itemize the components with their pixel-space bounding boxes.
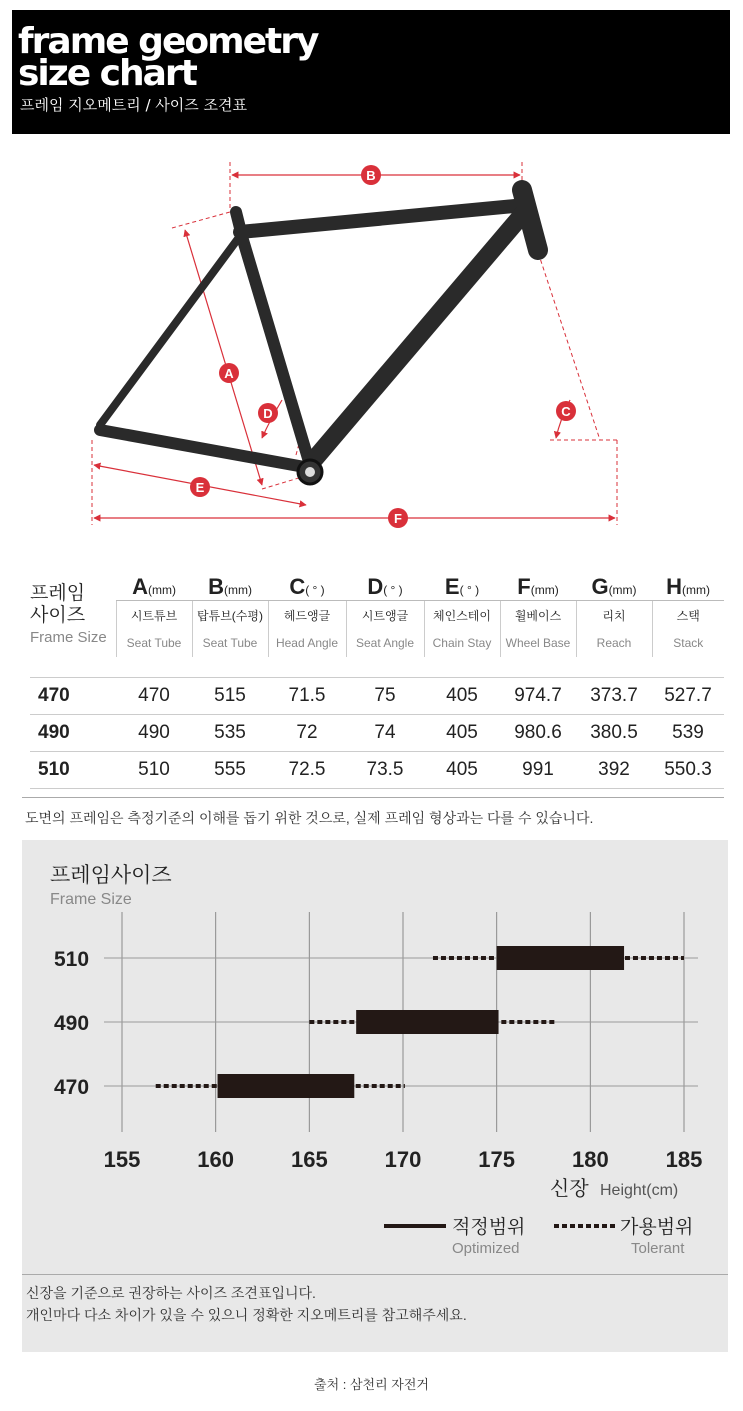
legend-tolerant-en: Tolerant [631,1240,685,1257]
svg-text:C: C [561,404,571,419]
svg-text:E: E [195,480,205,495]
chart-xlabel-en: Height(cm) [600,1182,679,1199]
dim-label-A [219,363,239,383]
title-line1: frame geometry [18,21,318,62]
col-ko-e: 체인스테이 [424,601,500,630]
panel-divider [22,1274,728,1275]
x-tick-label: 170 [384,1147,422,1172]
col-en-c: Head Angle [268,629,346,657]
x-tick-label: 185 [665,1147,703,1172]
col-ko-g: 리치 [576,601,652,630]
header-banner [12,10,730,134]
title-line2: size chart [18,53,196,94]
y-tick-label: 490 [54,1012,90,1035]
chart-ylabel: 프레임사이즈 [50,864,172,887]
frame-size-header: 프레임 사이즈 Frame Size [30,582,107,646]
optimized-range-490 [356,1010,498,1034]
col-letter-b: B(mm) [208,574,252,599]
svg-text:A: A [224,366,234,381]
dim-label-B [361,165,381,185]
svg-text:D: D [263,406,273,421]
col-letter-h: H(mm) [666,574,710,599]
col-ko-h: 스택 [652,601,724,630]
optimized-range-510 [497,946,624,970]
frame-note: 도면의 프레임은 측정기준의 이해를 돕기 위한 것으로, 실제 프레임 형상과는 다를 수 있습니다. [25,810,594,826]
col-ko-c: 헤드앵글 [268,601,346,630]
geometry-table [30,574,724,789]
table-row: 470 470 515 71.5 75 405 974.7 373.7 527.7 [30,678,724,715]
height-note: 신장을 기준으로 권장하는 사이즈 조견표입니다. 개인마다 다소 차이가 있을 수 있으니 정확한 지오메트리를 참고해주세요. [26,1285,467,1323]
dim-label-E [190,477,210,497]
col-letter-f: F(mm) [517,574,559,599]
dim-label-D [258,403,278,423]
y-tick-label: 510 [54,948,90,971]
col-ko-a: 시트튜브 [116,601,192,630]
source-credit: 출처 : 삼천리 자전거 [314,1377,429,1392]
col-en-e: Chain Stay [424,629,500,657]
svg-text:B: B [366,168,376,183]
legend-tolerant-label: 가용범위 [620,1217,694,1238]
svg-text:F: F [394,511,402,526]
table-row: 510 510 555 72.5 73.5 405 991 392 550.3 [30,752,724,789]
col-ko-f: 휠베이스 [500,601,576,630]
legend-optimized-en: Optimized [452,1240,520,1257]
height-size-chart [22,840,728,1275]
col-letter-d: D( ° ) [367,574,403,599]
legend-optimized-label: 적정범위 [452,1217,526,1238]
col-ko-b: 탑튜브(수평) [192,601,268,630]
col-en-a: Seat Tube [116,629,192,657]
col-en-d: Seat Angle [346,629,424,657]
col-en-g: Reach [576,629,652,657]
x-tick-label: 155 [103,1147,141,1172]
col-letter-e: E( ° ) [444,574,480,599]
dim-label-F [388,508,408,528]
x-tick-label: 160 [197,1147,235,1172]
x-tick-label: 165 [290,1147,328,1172]
dim-label-C [556,401,576,421]
y-tick-label: 470 [54,1076,90,1099]
col-letter-a: A(mm) [132,574,176,599]
optimized-range-470 [218,1074,355,1098]
col-letter-g: G(mm) [591,574,637,599]
chart-xlabel: 신장 [550,1178,589,1200]
frame-diagram [0,140,743,540]
x-tick-label: 175 [478,1147,516,1172]
col-en-b: Seat Tube [192,629,268,657]
subtitle: 프레임 지오메트리 / 사이즈 조견표 [20,96,247,114]
chart-ylabel-en: Frame Size [50,891,132,908]
col-en-f: Wheel Base [500,629,576,657]
col-en-h: Stack [652,629,724,657]
col-ko-d: 시트앵글 [346,601,424,630]
height-chart-panel [22,840,728,1352]
col-letter-c: C( ° ) [289,574,325,599]
divider [22,797,724,798]
x-tick-label: 180 [571,1147,609,1172]
table-row: 490 490 535 72 74 405 980.6 380.5 539 [30,715,724,752]
